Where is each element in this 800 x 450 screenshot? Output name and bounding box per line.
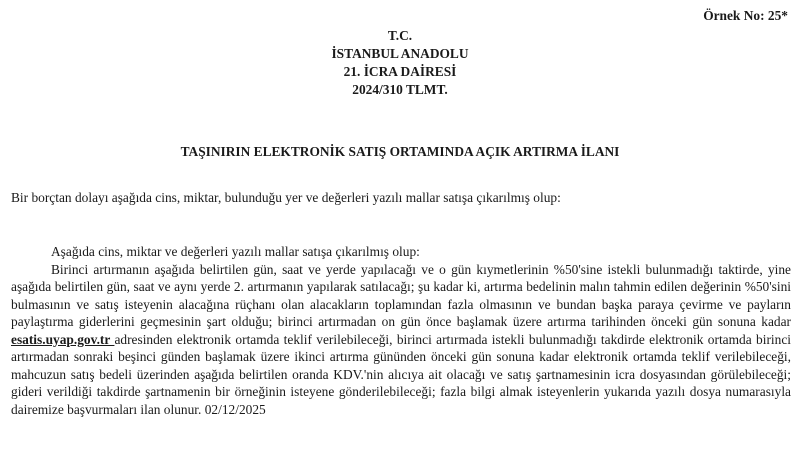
header-city: İSTANBUL ANADOLU [331,46,469,61]
header-country: T.C. [387,28,413,43]
document-header [0,27,800,99]
body-paragraph-2 [11,261,791,419]
body-text-after-link: adresinden elektronik ortamda teklif verilebileceği, birinci artırmada istekli bulunmadığı takdirde elektronik ortamda birinci artırmadan sonraki beşinci günden başlamak üzere ikinci artırma gününden önceki gün sonuna kadar elektronik ortamda teklif verilebileceği, mahcuzun satış bedeli üzerinden aşağıda belirtilen oranda KDV.'nin alıcıya ait olacağı ve satış şartnamesinin icra dosyasından görülebileceği; gideri verildiği takdirde şartnamenin bir örneğinin isteyene gönderilebileceği; fazla bilgi almak isteyenlerin yukarıda yazılı dosya numarasıyla dairemize başvurmaları ilan olunur. 02/12/2025 [11,331,791,417]
body-text-before-link: Birinci artırmanın aşağıda belirtilen gün, saat ve yerde yapılacağı ve o gün kıymetlerinin %50'sine istekli bulunmadığı taktirde, yine aşağıda belirtilen gün, saat ve aynı yerde 2. artırmanın yapılarak satılacağı; şu kadar ki, artırma bedelinin malın tahmin edilen değerinin %50'sini bulmasının ve satış isteyenin alacağına rüçhanı olan alacakların toplamından fazla olmasının ve bundan başka paraya çevirme ve payların paylaştırma giderlerini geçmesinin şart olduğu; birinci artırmadan on gün önce başlamak üzere artırma tarihinden önceki gün sonuna kadar [11,261,791,329]
body-paragraph-1: Aşağıda cins, miktar ve değerleri yazılı mallar satışa çıkarılmış olup: [51,244,420,259]
header-office: 21. İCRA DAİRESİ [343,64,457,79]
document-title: TAŞINIRIN ELEKTRONİK SATIŞ ORTAMINDA AÇIK ARTIRMA İLANI [180,144,620,159]
esatis-link[interactable]: esatis.uyap.gov.tr [11,331,115,347]
header-file-number: 2024/310 TLMT. [352,82,448,97]
sample-number: Örnek No: 25* [703,8,788,23]
intro-paragraph: Bir borçtan dolayı aşağıda cins, miktar, bulunduğu yer ve değerleri yazılı mallar satışa çıkarılmış olup: [11,190,561,205]
announcement-body [11,243,791,418]
